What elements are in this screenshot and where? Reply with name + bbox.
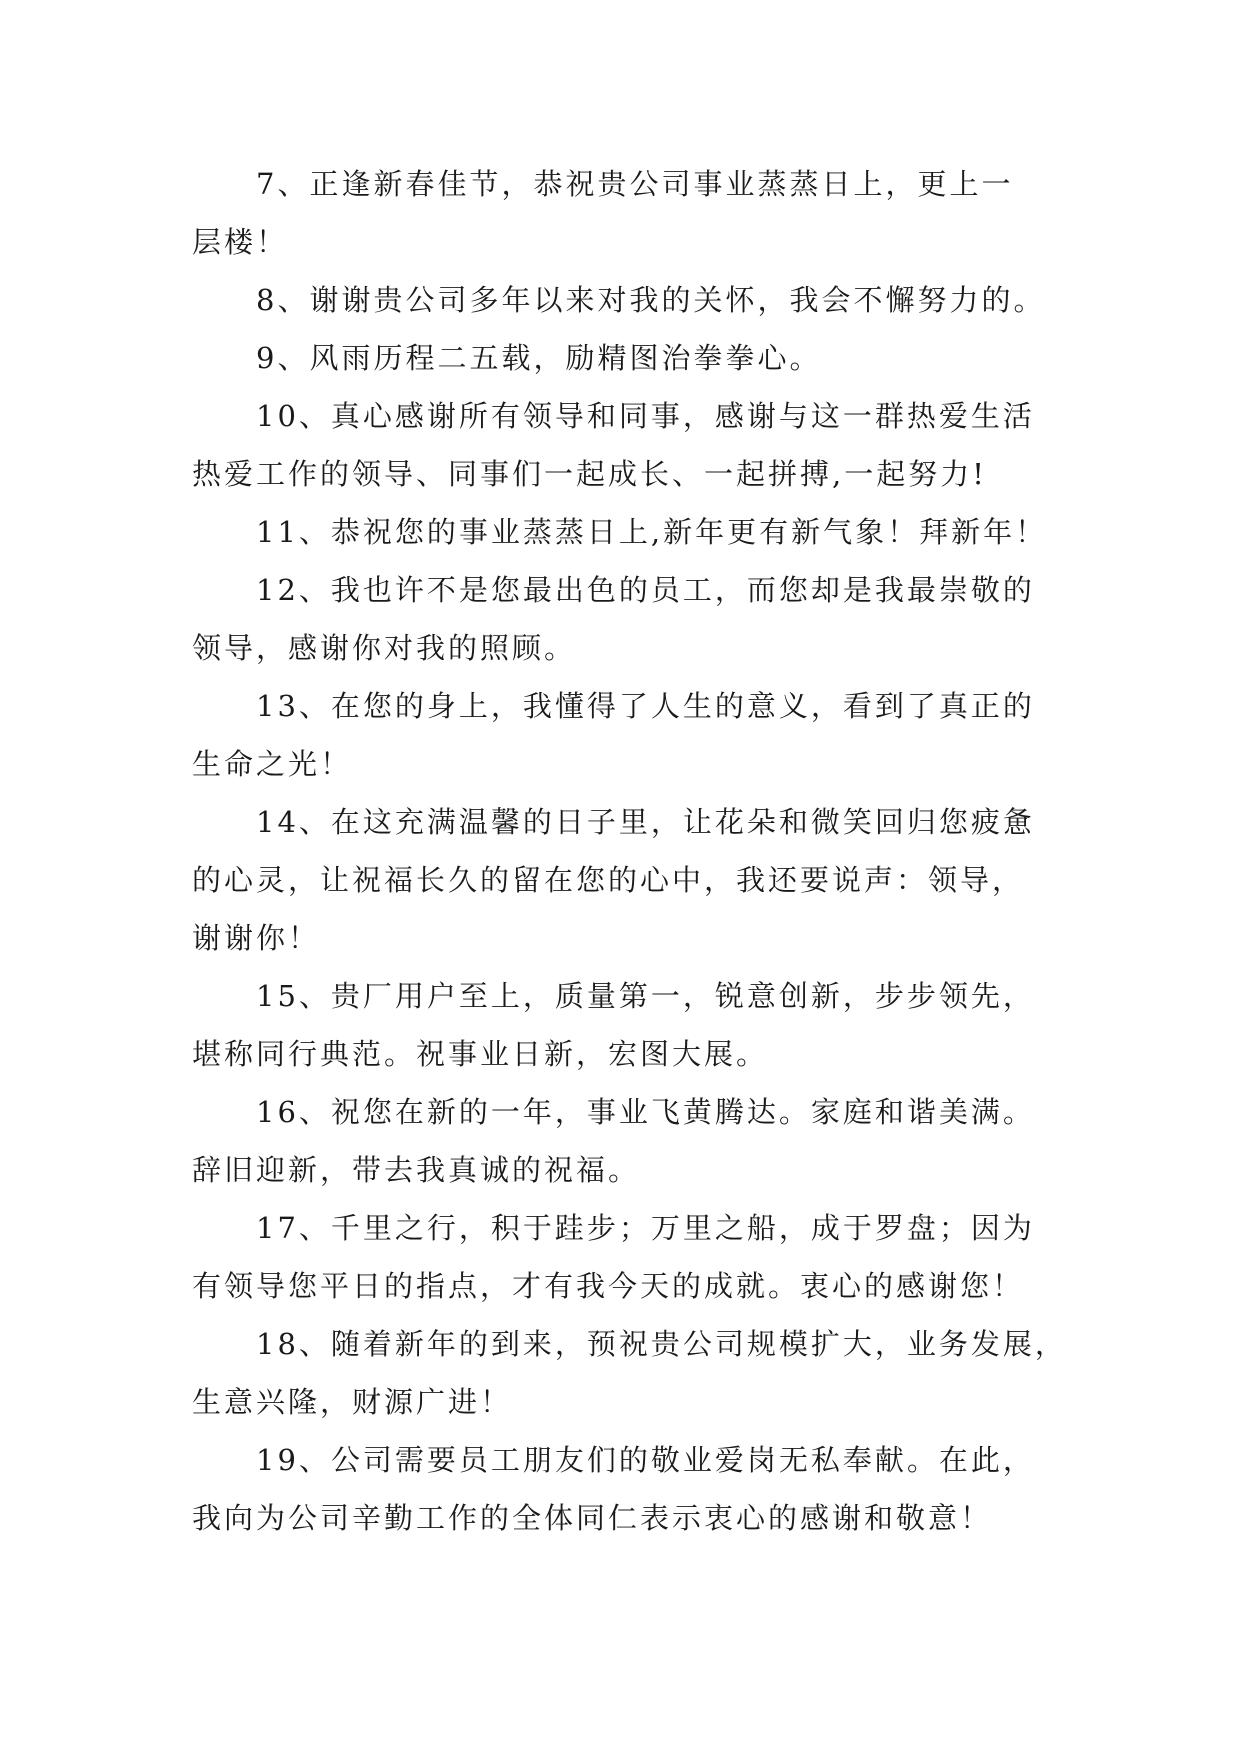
paragraph-9 bbox=[192, 329, 1080, 387]
paragraph-line: 9、风雨历程二五载，励精图治拳拳心。 bbox=[256, 341, 822, 375]
paragraph-line: 19、公司需要员工朋友们的敬业爱岗无私奉献。在此， bbox=[256, 1443, 1035, 1477]
paragraph-line: 7、正逢新春佳节，恭祝贵公司事业蒸蒸日上，更上一 bbox=[256, 167, 1014, 201]
paragraph-13 bbox=[192, 677, 1080, 793]
paragraph-line: 10、真心感谢所有领导和同事，感谢与这一群热爱生活 bbox=[256, 399, 1035, 433]
paragraph-line: 层楼！ bbox=[192, 225, 289, 259]
paragraph-line: 的心灵，让祝福长久的留在您的心中，我还要说声：领导， bbox=[192, 863, 1025, 897]
paragraph-8 bbox=[192, 271, 1080, 329]
paragraph-19 bbox=[192, 1431, 1080, 1547]
paragraph-17 bbox=[192, 1199, 1080, 1315]
paragraph-line: 生意兴隆，财源广进！ bbox=[192, 1385, 513, 1419]
paragraph-line: 热爱工作的领导、同事们一起成长、一起拼搏,一起努力! bbox=[192, 457, 987, 491]
paragraph-line: 生命之光！ bbox=[192, 747, 353, 781]
paragraph-line: 有领导您平日的指点，才有我今天的成就。衷心的感谢您！ bbox=[192, 1269, 1025, 1303]
paragraph-line: 堪称同行典范。祝事业日新，宏图大展。 bbox=[192, 1037, 769, 1071]
paragraph-line: 13、在您的身上，我懂得了人生的意义，看到了真正的 bbox=[256, 689, 1035, 723]
paragraph-line: 11、恭祝您的事业蒸蒸日上,新年更有新气象！拜新年！ bbox=[256, 515, 1048, 549]
document-body bbox=[192, 155, 1080, 1547]
paragraph-line: 15、贵厂用户至上，质量第一，锐意创新，步步领先， bbox=[256, 979, 1035, 1013]
paragraph-line: 8、谢谢贵公司多年以来对我的关怀，我会不懈努力的。 bbox=[256, 283, 1046, 317]
paragraph-line: 12、我也许不是您最出色的员工，而您却是我最崇敬的 bbox=[256, 573, 1035, 607]
paragraph-16 bbox=[192, 1083, 1080, 1199]
paragraph-line: 16、祝您在新的一年，事业飞黄腾达。家庭和谐美满。 bbox=[256, 1095, 1035, 1129]
paragraph-line: 14、在这充满温馨的日子里，让花朵和微笑回归您疲惫 bbox=[256, 805, 1035, 839]
paragraph-line: 谢谢你！ bbox=[192, 921, 321, 955]
paragraph-7 bbox=[192, 155, 1080, 271]
paragraph-10 bbox=[192, 387, 1080, 503]
paragraph-line: 17、千里之行，积于跬步；万里之船，成于罗盘；因为 bbox=[256, 1211, 1035, 1245]
paragraph-line: 18、随着新年的到来，预祝贵公司规模扩大，业务发展， bbox=[256, 1327, 1067, 1361]
paragraph-11 bbox=[192, 503, 1080, 561]
paragraph-line: 我向为公司辛勤工作的全体同仁表示衷心的感谢和敬意！ bbox=[192, 1501, 993, 1535]
paragraph-line: 领导，感谢你对我的照顾。 bbox=[192, 631, 577, 665]
paragraph-18 bbox=[192, 1315, 1080, 1431]
paragraph-line: 辞旧迎新，带去我真诚的祝福。 bbox=[192, 1153, 641, 1187]
paragraph-12 bbox=[192, 561, 1080, 677]
paragraph-14 bbox=[192, 793, 1080, 967]
paragraph-15 bbox=[192, 967, 1080, 1083]
